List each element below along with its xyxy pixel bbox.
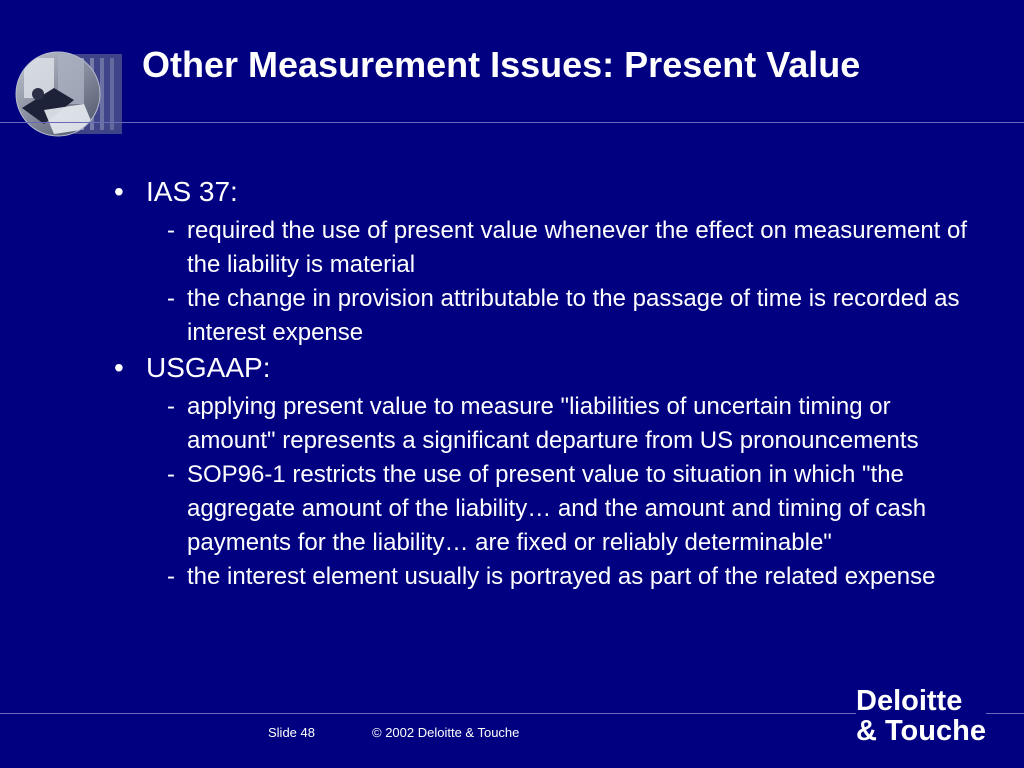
- sub-item-text: required the use of present value whenever the effect on measurement of the liability is material: [187, 217, 968, 278]
- bullet-text: USGAAP:: [146, 352, 271, 383]
- sub-item-text: the change in provision attributable to the passage of time is recorded as interest expense: [187, 285, 960, 346]
- sub-item: [110, 560, 980, 594]
- copyright-notice: © 2002 Deloitte & Touche: [372, 725, 520, 740]
- slide-title: Other Measurement Issues: Present Value: [142, 44, 861, 85]
- sub-item-marker: -: [167, 285, 175, 312]
- bullet-marker: •: [114, 176, 124, 207]
- bullet-marker: •: [114, 352, 124, 383]
- sub-item: [110, 282, 980, 350]
- sub-item-marker: -: [167, 393, 175, 420]
- sub-item: [110, 390, 980, 458]
- brand-line-1: Deloitte: [856, 685, 963, 717]
- sub-item-marker: -: [167, 563, 175, 590]
- sub-item: [110, 214, 980, 282]
- title-divider: [0, 122, 1024, 123]
- bullet-item: [110, 350, 980, 386]
- sub-item-marker: -: [167, 217, 175, 244]
- bullet-item: [110, 174, 980, 210]
- bullet-text: IAS 37:: [146, 176, 238, 207]
- deloitte-touche-logo: [856, 686, 986, 746]
- slide-number: Slide 48: [268, 725, 315, 740]
- sub-item-text: SOP96-1 restricts the use of present value to situation in which "the aggregate amount of the liability… and the amount and timing of cash payments for the liability… are fixed or reliably determinable": [187, 461, 927, 556]
- decorative-photo-image: [14, 48, 124, 140]
- sub-item-text: the interest element usually is portrayed as part of the related expense: [187, 563, 936, 590]
- sub-item-text: applying present value to measure "liabilities of uncertain timing or amount" represents a significant departure from US pronouncements: [187, 393, 919, 454]
- slide-content: [110, 174, 980, 594]
- sub-item-marker: -: [167, 461, 175, 488]
- brand-line-2: & Touche: [856, 715, 986, 747]
- sub-item: [110, 458, 980, 560]
